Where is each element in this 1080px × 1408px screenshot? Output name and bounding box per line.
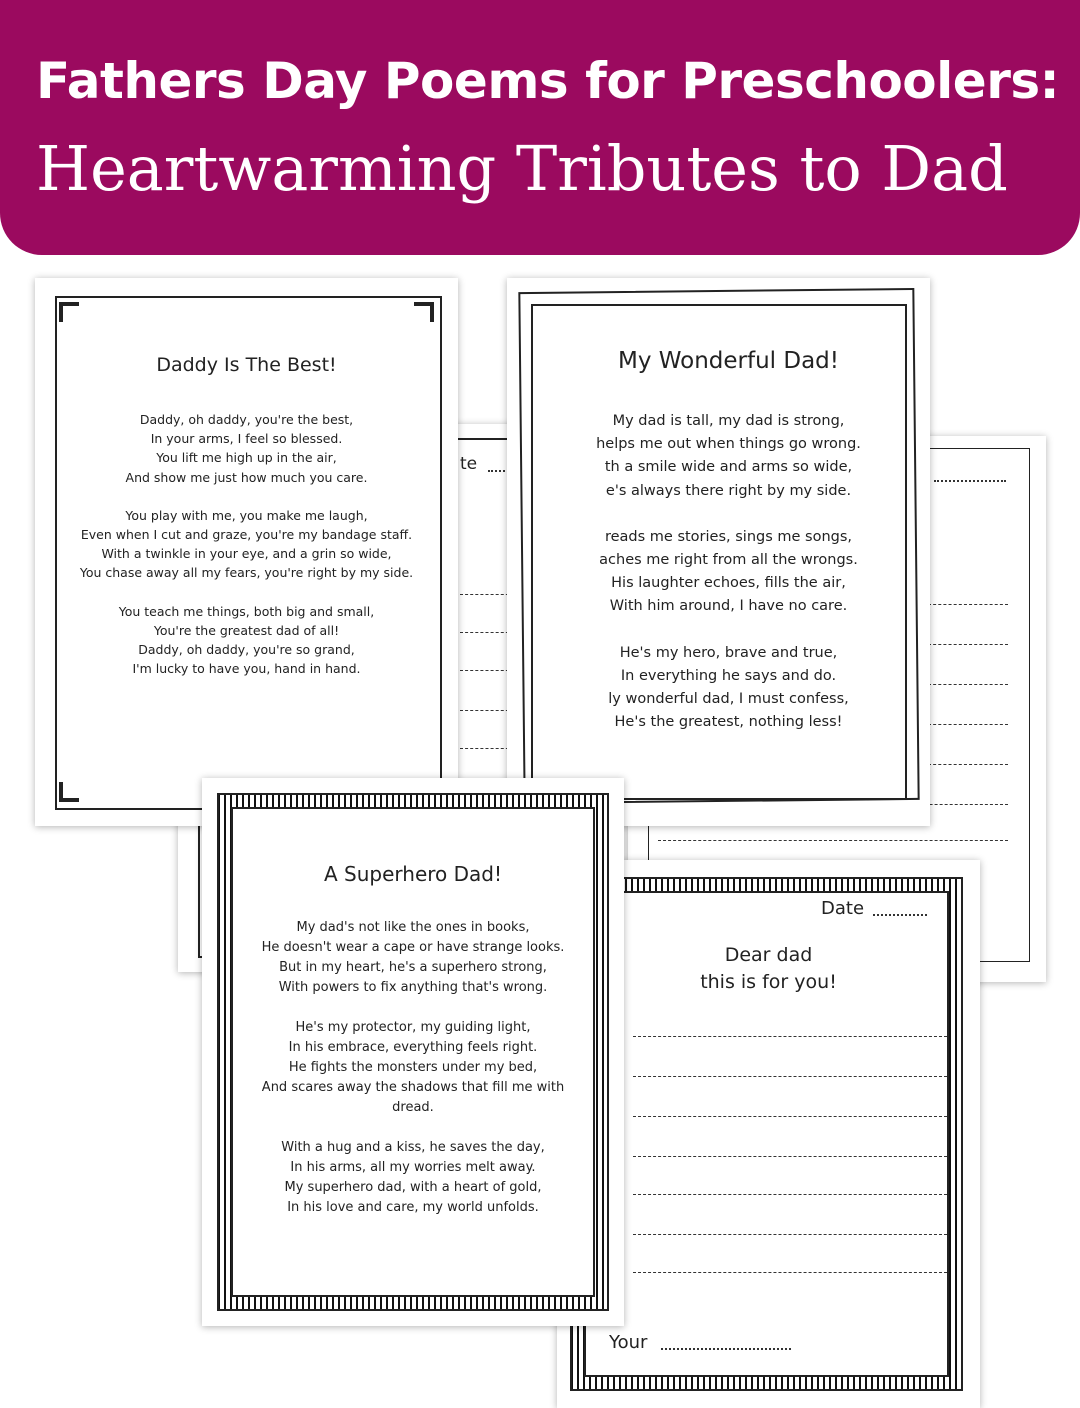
poem-stanza (202, 1138, 624, 1218)
poem-title: Daddy Is The Best! (156, 354, 337, 376)
poem-line: But in my heart, he's a superhero strong, (279, 960, 547, 975)
date-line (873, 914, 927, 916)
writing-line (928, 604, 1008, 605)
writing-line (928, 684, 1008, 685)
poem-line: You chase away all my fears, you're right by my side. (79, 565, 414, 581)
poem-body (35, 410, 458, 678)
poem-line: He's my protector, my guiding light, (295, 1020, 531, 1035)
header-banner (0, 0, 1080, 255)
poem-line: You play with me, you make me laugh, (125, 507, 368, 523)
poem-line: With him around, I have no care. (609, 598, 848, 615)
poem-title: A Superhero Dad! (323, 862, 502, 886)
poem-line: aches me right from all the wrongs. (599, 552, 858, 569)
poem-line: You teach me things, both big and small, (118, 603, 375, 619)
poem-line: With a hug and a kiss, he saves the day, (281, 1140, 545, 1155)
writing-line (633, 1076, 947, 1077)
poem-line: In his arms, all my worries melt away. (290, 1160, 536, 1175)
poem-line: helps me out when things go wrong. (596, 436, 861, 453)
poem-body (202, 918, 624, 1218)
writing-line (928, 644, 1008, 645)
signature-line (661, 1348, 791, 1350)
poem-body (507, 410, 930, 734)
poem-line: th a smile wide and arms so wide, (604, 459, 853, 476)
page-subtitle: Heartwarming Tributes to Dad (36, 132, 1008, 205)
poem-stanza (202, 918, 624, 998)
poem-line: Even when I cut and graze, you're my bandage staff. (80, 527, 413, 543)
poem-stanza (35, 602, 458, 679)
poem-stanza (35, 506, 458, 583)
date-label: Date (821, 898, 865, 919)
poem-line: In his love and care, my world unfolds. (287, 1200, 539, 1215)
writing-line (633, 1156, 947, 1157)
writing-line (633, 1234, 947, 1235)
poem-line: He doesn't wear a cape or have strange looks. (261, 940, 565, 955)
poem-line: You lift me high up in the air, (156, 450, 337, 466)
date-line (934, 480, 1006, 482)
poem-line: dread. (392, 1100, 434, 1115)
poem-line: My dad's not like the ones in books, (296, 920, 530, 935)
poem-line: In your arms, I feel so blessed. (150, 431, 343, 447)
poem-line: And scares away the shadows that fill me with (261, 1080, 565, 1095)
poem-line: I'm lucky to have you, hand in hand. (132, 661, 361, 677)
poem-line: You're the greatest dad of all! (153, 622, 340, 638)
poem-line: In his embrace, everything feels right. (288, 1040, 538, 1055)
poem-line: He's my hero, brave and true, (619, 644, 838, 661)
writing-line (633, 1194, 947, 1195)
poem-line: e's always there right by my side. (605, 482, 852, 499)
greeting-line: this is for you! (700, 971, 837, 993)
poem-line: My dad is tall, my dad is strong, (612, 413, 845, 429)
poem-sheet-superhero-dad (202, 778, 624, 1326)
poem-sheet-daddy-is-the-best (35, 278, 458, 826)
date-label: te (460, 454, 478, 474)
poem-title: My Wonderful Dad! (617, 348, 839, 374)
signature-label: Your (609, 1332, 648, 1353)
corner-ornament (59, 302, 79, 322)
page-title: Fathers Day Poems for Preschoolers: (36, 52, 1060, 110)
greeting-line: Dear dad (724, 944, 813, 966)
poem-line: My superhero dad, with a heart of gold, (284, 1180, 542, 1195)
poem-stanza (202, 1018, 624, 1118)
poem-line: With a twinkle in your eye, and a grin so wide, (101, 546, 392, 562)
poem-line: In everything he says and do. (620, 667, 837, 684)
poem-stanza (35, 410, 458, 487)
writing-line (633, 1116, 947, 1117)
corner-ornament (414, 302, 434, 322)
poem-line: Daddy, oh daddy, you're the best, (139, 412, 354, 427)
poem-line: Daddy, oh daddy, you're so grand, (138, 642, 355, 658)
poem-line: With powers to fix anything that's wrong. (278, 980, 548, 995)
poem-line: His laughter echoes, fills the air, (611, 575, 846, 592)
writing-line (928, 764, 1008, 765)
poem-stanza (527, 526, 930, 619)
poem-line: And show me just how much you care. (125, 469, 368, 485)
poem-stanza (527, 410, 930, 503)
poem-line: He's the greatest, nothing less! (614, 714, 843, 731)
poem-line: ly wonderful dad, I must confess, (608, 691, 849, 708)
writing-line (658, 840, 1008, 841)
writing-line (633, 1036, 947, 1037)
corner-ornament (59, 782, 79, 802)
poem-line: He fights the monsters under my bed, (288, 1060, 538, 1075)
poem-stanza (527, 642, 930, 735)
poem-line: reads me stories, sings me songs, (604, 528, 853, 545)
writing-line (928, 724, 1008, 725)
poem-sheet-my-wonderful-dad (507, 278, 930, 826)
writing-line (633, 1272, 947, 1273)
